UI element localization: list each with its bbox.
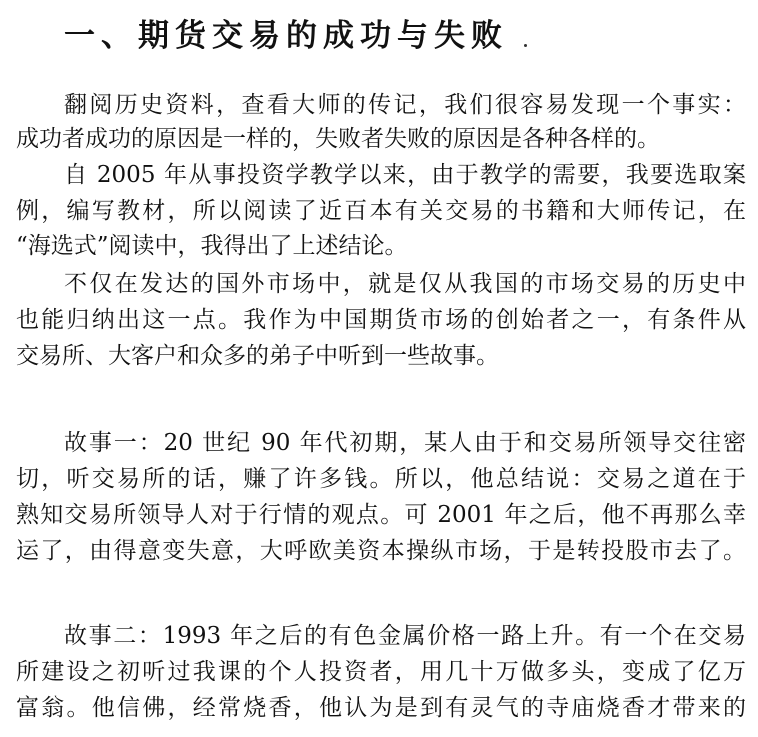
paragraph-5-line-1: 故事二：1993 年之后的有色金属价格一路上升。有一个在交易 — [64, 623, 746, 649]
paragraph-3-line-1: 不仅在发达的国外市场中，就是仅从我国的市场交易的历史中 — [64, 271, 746, 297]
paragraph-2-line-2: 例，编写教材，所以阅读了近百本有关交易的书籍和大师传记，在 — [16, 198, 746, 224]
paragraph-2-line-3: “海选式”阅读中，我得出了上述结论。 — [16, 233, 408, 259]
paragraph-5-line-2: 所建设之初听过我课的个人投资者，用几十万做多头，变成了亿万 — [16, 659, 746, 685]
paragraph-2-line-1: 自 2005 年从事投资学教学以来，由于教学的需要，我要选取案 — [64, 162, 746, 188]
paragraph-3-line-3: 交易所、大客户和众多的弟子中听到一些故事。 — [16, 343, 499, 369]
paragraph-5-line-3: 富翁。他信佛，经常烧香，他认为是到有灵气的寺庙烧香才带来的 — [16, 695, 746, 721]
paragraph-3-line-2: 也能归纳出这一点。我作为中国期货市场的创始者之一，有条件从 — [16, 307, 746, 333]
paragraph-4-line-3: 熟知交易所领导人对于行情的观点。可 2001 年之后，他不再那么幸 — [16, 502, 746, 528]
paragraph-1-line-2: 成功者成功的原因是一样的，失败者失败的原因是各种各样的。 — [16, 126, 660, 152]
scan-speck — [524, 44, 527, 47]
paragraph-4-line-2: 切，听交易所的话，赚了许多钱。所以，他总结说：交易之道在于 — [16, 466, 746, 492]
paragraph-1-line-1: 翻阅历史资料，查看大师的传记，我们很容易发现一个事实： — [64, 92, 746, 118]
section-title: 一、期货交易的成功与失败 — [64, 18, 508, 54]
paragraph-4-line-4: 运了，由得意变失意，大呼欧美资本操纵市场，于是转投股市去了。 — [16, 538, 746, 564]
paragraph-4-line-1: 故事一：20 世纪 90 年代初期，某人由于和交易所领导交往密 — [64, 430, 746, 456]
